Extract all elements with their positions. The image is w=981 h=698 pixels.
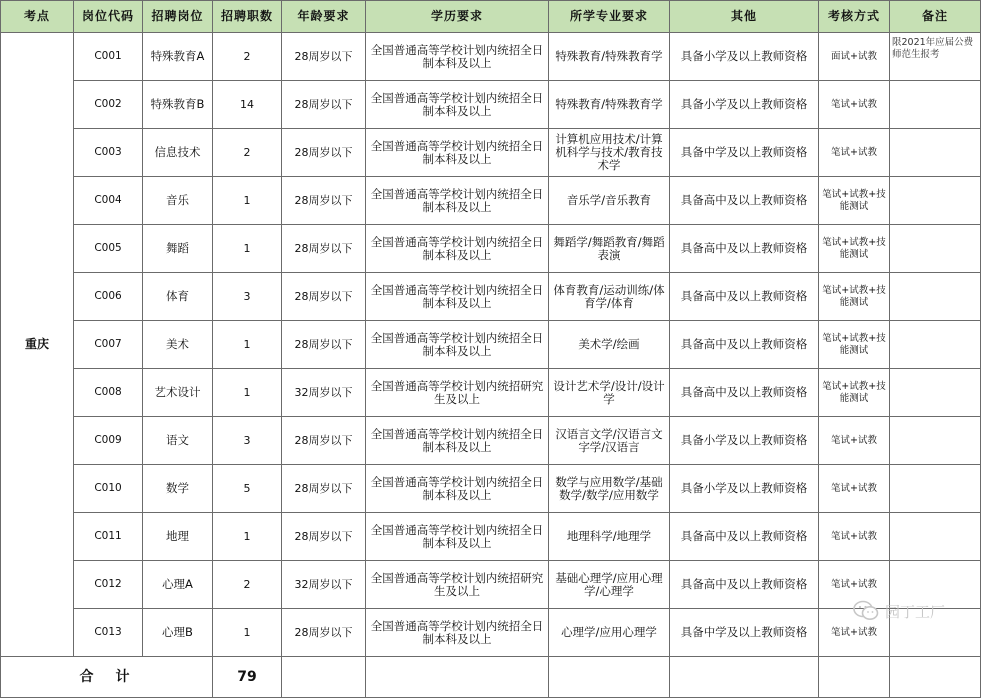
header-cell-site: 考点: [1, 1, 74, 33]
table-row: [1, 417, 981, 465]
header-cell-education: 学历要求: [366, 1, 549, 33]
education-requirement-cell: 全国普通高等学校计划内统招全日制本科及以上: [366, 129, 549, 177]
assessment-method-cell: 笔试+试教: [819, 129, 890, 177]
position-name-cell: 音乐: [143, 177, 213, 225]
assessment-method-cell: 笔试+试教: [819, 561, 890, 609]
major-requirement-cell: 地理科学/地理学: [549, 513, 670, 561]
other-requirement-cell: 具备高中及以上教师资格: [670, 513, 819, 561]
header-row: [1, 1, 981, 33]
header-cell-major: 所学专业要求: [549, 1, 670, 33]
position-name-cell: 特殊教育B: [143, 81, 213, 129]
assessment-method-cell: 笔试+试教: [819, 417, 890, 465]
assessment-method-cell: 笔试+试教: [819, 465, 890, 513]
headcount-cell: 2: [213, 561, 282, 609]
other-requirement-cell: 具备高中及以上教师资格: [670, 561, 819, 609]
header-cell-method: 考核方式: [819, 1, 890, 33]
note-cell: [890, 369, 981, 417]
assessment-method-cell: 笔试+试教+技能测试: [819, 369, 890, 417]
position-code-cell: C013: [74, 609, 143, 657]
note-cell: [890, 513, 981, 561]
major-requirement-cell: 汉语言文学/汉语言文字学/汉语言: [549, 417, 670, 465]
position-code-cell: C009: [74, 417, 143, 465]
table-row: [1, 225, 981, 273]
headcount-cell: 1: [213, 225, 282, 273]
other-requirement-cell: 具备小学及以上教师资格: [670, 465, 819, 513]
headcount-cell: 1: [213, 609, 282, 657]
major-requirement-cell: 特殊教育/特殊教育学: [549, 81, 670, 129]
headcount-cell: 2: [213, 129, 282, 177]
education-requirement-cell: 全国普通高等学校计划内统招全日制本科及以上: [366, 417, 549, 465]
note-cell: [890, 225, 981, 273]
education-requirement-cell: 全国普通高等学校计划内统招全日制本科及以上: [366, 273, 549, 321]
note-cell: 限2021年应届公费师范生报考: [890, 33, 981, 81]
other-requirement-cell: 具备高中及以上教师资格: [670, 273, 819, 321]
assessment-method-cell: 笔试+试教: [819, 609, 890, 657]
age-requirement-cell: 28周岁以下: [282, 81, 366, 129]
other-requirement-cell: 具备中学及以上教师资格: [670, 129, 819, 177]
age-requirement-cell: 28周岁以下: [282, 513, 366, 561]
table-row: [1, 369, 981, 417]
table-row: [1, 129, 981, 177]
note-cell: [890, 81, 981, 129]
table-row: [1, 561, 981, 609]
total-empty-cell: [670, 657, 819, 698]
header-cell-code: 岗位代码: [74, 1, 143, 33]
watermark: [853, 600, 945, 622]
age-requirement-cell: 28周岁以下: [282, 609, 366, 657]
age-requirement-cell: 28周岁以下: [282, 465, 366, 513]
headcount-cell: 1: [213, 513, 282, 561]
major-requirement-cell: 美术学/绘画: [549, 321, 670, 369]
age-requirement-cell: 28周岁以下: [282, 225, 366, 273]
headcount-cell: 1: [213, 321, 282, 369]
chat-bubble-icon: [853, 600, 879, 622]
total-empty-cell: [890, 657, 981, 698]
position-name-cell: 数学: [143, 465, 213, 513]
position-code-cell: C012: [74, 561, 143, 609]
position-name-cell: 信息技术: [143, 129, 213, 177]
position-name-cell: 舞蹈: [143, 225, 213, 273]
education-requirement-cell: 全国普通高等学校计划内统招全日制本科及以上: [366, 225, 549, 273]
total-empty-cell: [819, 657, 890, 698]
assessment-method-cell: 笔试+试教: [819, 81, 890, 129]
position-name-cell: 语文: [143, 417, 213, 465]
major-requirement-cell: 设计艺术学/设计/设计学: [549, 369, 670, 417]
header-cell-count: 招聘职数: [213, 1, 282, 33]
headcount-cell: 5: [213, 465, 282, 513]
major-requirement-cell: 音乐学/音乐教育: [549, 177, 670, 225]
table-row: [1, 273, 981, 321]
position-code-cell: C003: [74, 129, 143, 177]
education-requirement-cell: 全国普通高等学校计划内统招研究生及以上: [366, 369, 549, 417]
table-row: [1, 81, 981, 129]
other-requirement-cell: 具备高中及以上教师资格: [670, 321, 819, 369]
headcount-cell: 3: [213, 417, 282, 465]
total-empty-cell: [366, 657, 549, 698]
header-cell-note: 备注: [890, 1, 981, 33]
position-name-cell: 艺术设计: [143, 369, 213, 417]
assessment-method-cell: 笔试+试教+技能测试: [819, 273, 890, 321]
note-cell: [890, 321, 981, 369]
position-code-cell: C002: [74, 81, 143, 129]
position-code-cell: C011: [74, 513, 143, 561]
note-cell: [890, 177, 981, 225]
education-requirement-cell: 全国普通高等学校计划内统招全日制本科及以上: [366, 513, 549, 561]
education-requirement-cell: 全国普通高等学校计划内统招全日制本科及以上: [366, 33, 549, 81]
note-cell: [890, 465, 981, 513]
headcount-cell: 1: [213, 369, 282, 417]
assessment-method-cell: 笔试+试教+技能测试: [819, 177, 890, 225]
age-requirement-cell: 32周岁以下: [282, 561, 366, 609]
position-name-cell: 心理B: [143, 609, 213, 657]
total-label: 合计: [1, 657, 213, 698]
major-requirement-cell: 特殊教育/特殊教育学: [549, 33, 670, 81]
table-row: [1, 321, 981, 369]
assessment-method-cell: 笔试+试教: [819, 513, 890, 561]
total-empty-cell: [549, 657, 670, 698]
major-requirement-cell: 舞蹈学/舞蹈教育/舞蹈表演: [549, 225, 670, 273]
position-code-cell: C005: [74, 225, 143, 273]
header-cell-post: 招聘岗位: [143, 1, 213, 33]
other-requirement-cell: 具备高中及以上教师资格: [670, 225, 819, 273]
note-cell: [890, 273, 981, 321]
position-name-cell: 体育: [143, 273, 213, 321]
assessment-method-cell: 笔试+试教+技能测试: [819, 225, 890, 273]
age-requirement-cell: 28周岁以下: [282, 177, 366, 225]
education-requirement-cell: 全国普通高等学校计划内统招全日制本科及以上: [366, 465, 549, 513]
other-requirement-cell: 具备高中及以上教师资格: [670, 177, 819, 225]
header-cell-age: 年龄要求: [282, 1, 366, 33]
note-cell: [890, 417, 981, 465]
position-code-cell: C004: [74, 177, 143, 225]
position-code-cell: C010: [74, 465, 143, 513]
position-name-cell: 美术: [143, 321, 213, 369]
other-requirement-cell: 具备小学及以上教师资格: [670, 81, 819, 129]
total-row: [1, 657, 981, 698]
table-row: [1, 609, 981, 657]
age-requirement-cell: 28周岁以下: [282, 33, 366, 81]
age-requirement-cell: 32周岁以下: [282, 369, 366, 417]
other-requirement-cell: 具备高中及以上教师资格: [670, 369, 819, 417]
headcount-cell: 1: [213, 177, 282, 225]
age-requirement-cell: 28周岁以下: [282, 417, 366, 465]
other-requirement-cell: 具备小学及以上教师资格: [670, 417, 819, 465]
total-empty-cell: [282, 657, 366, 698]
age-requirement-cell: 28周岁以下: [282, 273, 366, 321]
major-requirement-cell: 数学与应用数学/基础数学/数学/应用数学: [549, 465, 670, 513]
total-value: 79: [213, 657, 282, 698]
header-cell-other: 其他: [670, 1, 819, 33]
age-requirement-cell: 28周岁以下: [282, 321, 366, 369]
assessment-method-cell: 面试+试教: [819, 33, 890, 81]
assessment-method-cell: 笔试+试教+技能测试: [819, 321, 890, 369]
major-requirement-cell: 基础心理学/应用心理学/心理学: [549, 561, 670, 609]
education-requirement-cell: 全国普通高等学校计划内统招全日制本科及以上: [366, 81, 549, 129]
watermark-text: 园丁工厂: [884, 602, 945, 621]
table-row: [1, 465, 981, 513]
headcount-cell: 3: [213, 273, 282, 321]
education-requirement-cell: 全国普通高等学校计划内统招全日制本科及以上: [366, 177, 549, 225]
other-requirement-cell: 具备中学及以上教师资格: [670, 609, 819, 657]
major-requirement-cell: 体育教育/运动训练/体育学/体育: [549, 273, 670, 321]
education-requirement-cell: 全国普通高等学校计划内统招全日制本科及以上: [366, 609, 549, 657]
site-cell: 重庆: [1, 33, 74, 657]
headcount-cell: 14: [213, 81, 282, 129]
position-name-cell: 心理A: [143, 561, 213, 609]
major-requirement-cell: 心理学/应用心理学: [549, 609, 670, 657]
position-name-cell: 特殊教育A: [143, 33, 213, 81]
table-row: [1, 513, 981, 561]
education-requirement-cell: 全国普通高等学校计划内统招研究生及以上: [366, 561, 549, 609]
position-code-cell: C001: [74, 33, 143, 81]
table-row: [1, 177, 981, 225]
other-requirement-cell: 具备小学及以上教师资格: [670, 33, 819, 81]
education-requirement-cell: 全国普通高等学校计划内统招全日制本科及以上: [366, 321, 549, 369]
position-name-cell: 地理: [143, 513, 213, 561]
position-code-cell: C006: [74, 273, 143, 321]
position-code-cell: C007: [74, 321, 143, 369]
table-row: [1, 33, 981, 81]
headcount-cell: 2: [213, 33, 282, 81]
note-cell: [890, 129, 981, 177]
age-requirement-cell: 28周岁以下: [282, 129, 366, 177]
position-code-cell: C008: [74, 369, 143, 417]
major-requirement-cell: 计算机应用技术/计算机科学与技术/教育技术学: [549, 129, 670, 177]
